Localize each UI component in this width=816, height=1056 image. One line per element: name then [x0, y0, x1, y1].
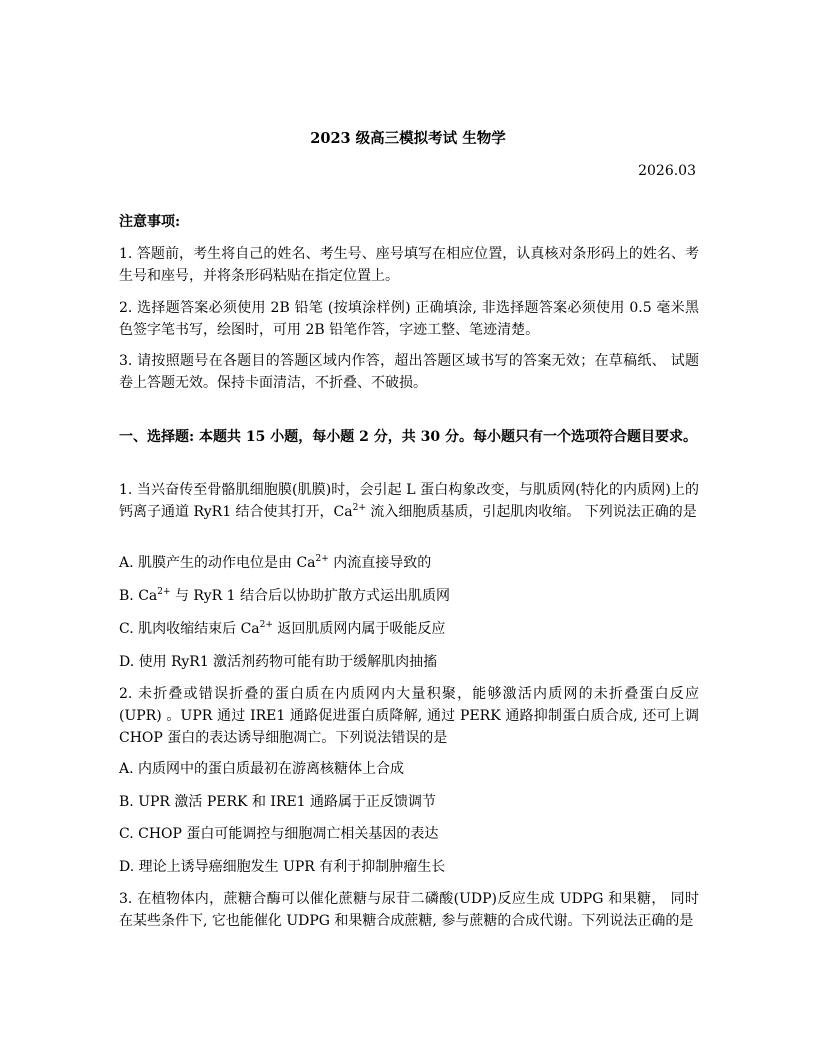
notes-heading: 注意事项: — [119, 214, 181, 230]
question-2-option-d: D. 理论上诱导癌细胞发生 UPR 有利于抑制肿瘤生长 — [119, 859, 446, 875]
question-2-option-c: C. CHOP 蛋白可能调控与细胞凋亡相关基因的表达 — [119, 826, 439, 842]
notes-item-3: 3. 请按照题号在各题目的答题区域内作答，超出答题区域书写的答案无效；在草稿纸、 试题卷上答题无效。保持卡面清洁，不折叠、不破损。 — [119, 353, 699, 391]
question-1-option-d: D. 使用 RyR1 激活剂药物可能有助于缓解肌肉抽搐 — [119, 654, 438, 670]
exam-date: 2026.03 — [638, 163, 696, 179]
page-title: 2023 级高三模拟考试 生物学 — [310, 130, 506, 147]
question-2-option-b: B. UPR 激活 PERK 和 IRE1 通路属于正反馈调节 — [119, 794, 437, 810]
question-3-stem: 3. 在植物体内，蔗糖合酶可以催化蔗糖与尿苷二磷酸(UDP)反应生成 UDPG 和果糖， 同时在某些条件下, 它也能催化 UDPG 和果糖合成蔗糖, 参与蔗糖的合成代谢。下列说法正确的是 — [119, 891, 699, 929]
question-1-option-c: C. 肌肉收缩结束后 $Ca^{2+}$ 返回肌质网内属于吸能反应 — [119, 620, 446, 637]
notes-item-1: 1. 答题前，考生将自己的姓名、考生号、座号填写在相应位置，认真核对条形码上的姓名、考生号和座号，并将条形码粘贴在指定位置上。 — [119, 246, 699, 284]
question-1-stem: 1. 当兴奋传至骨骼肌细胞膜(肌膜)时，会引起 L 蛋白构象改变，与肌质网(特化的内质网)上的钙离子通道 RyR1 结合使其打开，$Ca^{2+}$ 流入细胞质基质，引起肌肉收缩。 下列说法正确的是 — [119, 482, 699, 520]
section-1-heading: 一、选择题: 本题共 15 小题，每小题 2 分，共 30 分。每小题只有一个选项符合题目要求。 — [119, 429, 697, 445]
question-2-option-a: A. 内质网中的蛋白质最初在游离核糖体上合成 — [119, 761, 405, 777]
question-1-option-b: B. $Ca^{2+}$ 与 RyR 1 结合后以协助扩散方式运出肌质网 — [119, 587, 450, 604]
notes-item-2: 2. 选择题答案必须使用 2B 铅笔 (按填涂样例) 正确填涂, 非选择题答案必须使用 0.5 毫米黑色签字笔书写，绘图时，可用 2B 铅笔作答，字迹工整、笔迹清楚。 — [119, 300, 699, 338]
question-2-stem: 2. 未折叠或错误折叠的蛋白质在内质网内大量积聚，能够激活内质网的未折叠蛋白反应 (UPR) 。UPR 通过 IRE1 通路促进蛋白质降解, 通过 PERK 通路抑制蛋白质合成, 还可上调 CHOP 蛋白的表达诱导细胞凋亡。下列说法错误的是 — [119, 686, 699, 746]
question-1-option-a: A. 肌膜产生的动作电位是由 $Ca^{2+}$ 内流直接导致的 — [119, 554, 432, 571]
